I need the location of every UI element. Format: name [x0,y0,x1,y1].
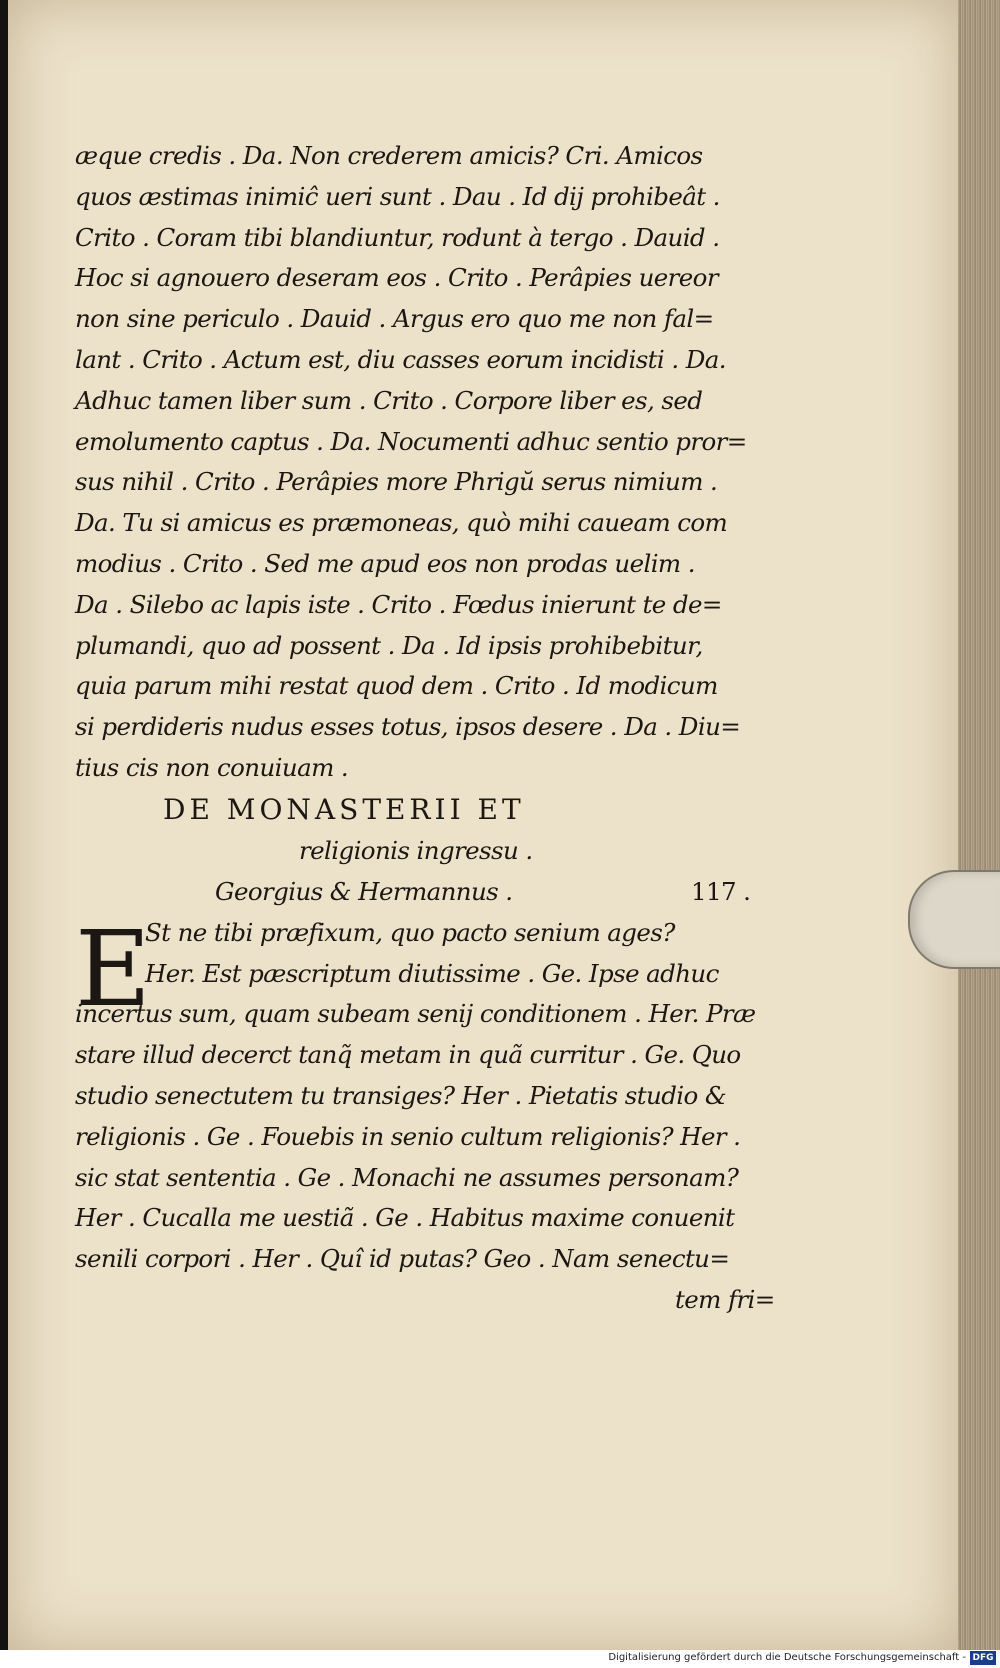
text-line: emolumento captus . Da. Nocumenti adhuc sentio pror= [75,426,747,456]
page-edges [952,0,1000,1650]
text-line: æque credis . Da. Non crederem amicis? Cri. Amicos [75,141,703,170]
text-line: Adhuc tamen liber sum . Crito . Corpore liber es, sed [75,385,703,415]
text-line: lant . Crito . Actum est, diu casses eorum incidisti . Da. [75,344,726,374]
text-line: quos æstimas inimiĉ ueri sunt . Dau . Id dij prohibeât . [75,181,720,211]
text-line: modius . Crito . Sed me apud eos non prodas uelim . [75,548,695,578]
text-line: tius cis non conuiuam . [75,752,349,782]
dfg-logo: DFG [970,1651,996,1665]
section-heading: DE MONASTERII ET [163,792,525,826]
text-line: non sine periculo . Dauid . Argus ero quo me non fal= [75,304,714,334]
text-line: quia parum mihi restat quod dem . Crito . Id modicum [75,671,718,701]
footer-bar [0,1650,1000,1668]
text-line: Her . Cucalla me uestiã . Ge . Habitus maxime conuenit [75,1203,735,1233]
text-line: Crito . Coram tibi blandiuntur, rodunt à tergo . Dauid . [75,222,720,252]
text-line: religionis . Ge . Fouebis in senio cultum religionis? Her . [75,1121,741,1151]
text-line: plumandi, quo ad possent . Da . Id ipsis prohibebitur, [75,630,703,660]
page-clip [908,870,1000,969]
text-line: sus nihil . Crito . Perâpies more Phrigŭ serus nimium . [75,467,718,497]
section-subheading: religionis ingressu . [299,835,533,865]
text-line: senili corpori . Her . Quî id putas? Geo . Nam senectu= [75,1244,730,1274]
funding-credit: Digitalisierung gefördert durch die Deutsche Forschungsgemeinschaft - [608,1652,966,1663]
text-line: Da . Silebo ac lapis iste . Crito . Fœdus inierunt te de= [75,589,722,619]
page-text [75,136,775,1320]
speakers-label: Georgius & Hermannus . [215,876,513,906]
text-line: studio senectutem tu transiges? Her . Pietatis studio & [75,1080,727,1110]
text-line: incertus sum, quam subeam senij conditionem . Her. Præ [75,999,756,1029]
text-line: St ne tibi præfixum, quo pacto senium ages? [145,917,675,947]
catchword: tem fri= [675,1284,775,1314]
dialogue-continuation [75,136,775,789]
text-line: Da. Tu si amicus es præmoneas, quò mihi caueam com [75,508,728,538]
text-line: si perdideris nudus esses totus, ipsos desere . Da . Diu= [75,712,741,742]
speakers-line [75,871,775,913]
text-line: sic stat sententia . Ge . Monachi ne assumes personam? [75,1162,739,1192]
folio-number: 117 . [691,876,751,906]
text-line: Her. Est pæscriptum diutissime . Ge. Ipse adhuc [145,958,719,988]
text-line: stare illud decerct tanq̃ metam in quã curritur . Ge. Quo [75,1040,741,1070]
dialogue-section [75,907,775,1280]
text-line: Hoc si agnouero deseram eos . Crito . Perâpies uereor [75,263,718,293]
drop-capital: E [75,907,151,1030]
